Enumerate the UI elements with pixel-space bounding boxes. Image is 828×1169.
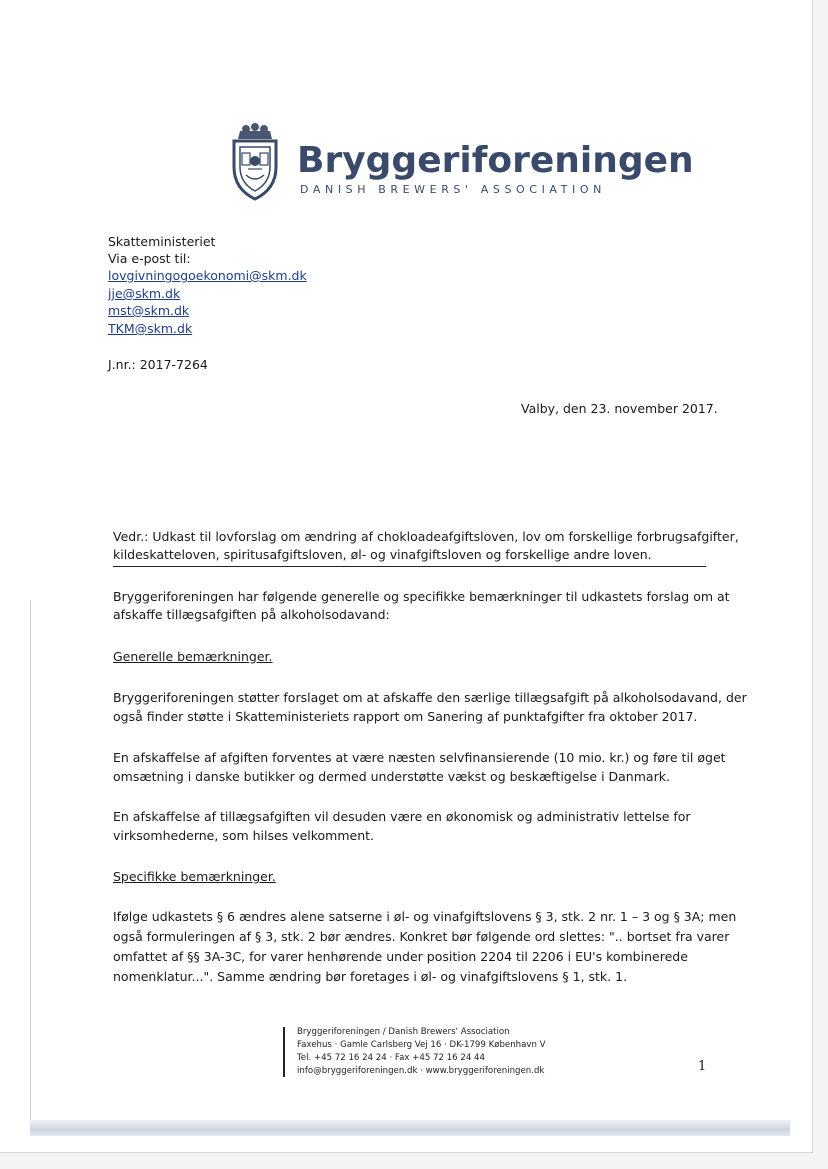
page-number: 1 [698, 1059, 707, 1074]
footer-line: Bryggeriforeningen / Danish Brewers' Association [297, 1027, 510, 1037]
intro-line: Bryggeriforeningen har følgende generelle og specifikke bemærkninger til udkastets forslag om at [113, 589, 730, 604]
paragraph-line: nomenklatur...". Samme ændring bør foretages i øl- og vinafgiftslovens § 1, stk. 1. [113, 969, 628, 984]
recipient-via: Via e-post til: [108, 251, 191, 266]
paragraph-line: også formuleringen af § 3, stk. 2 bør ændres. Konkret bør følgende ord slettes: ".. bortset fra varer [113, 929, 730, 944]
paragraph-line: Ifølge udkastets § 6 ændres alene satserne i øl- og vinafgiftslovens § 3, stk. 2 nr. 1 – 3 og § 3A; men [113, 909, 737, 924]
general-heading: Generelle bemærkninger. [113, 649, 273, 664]
paragraph-line: En afskaffelse af tillægsafgiften vil desuden være en økonomisk og administrativ lettelse for [113, 809, 691, 824]
date-line: Valby, den 23. november 2017. [521, 401, 718, 416]
paragraph-line: Bryggeriforeningen støtter forslaget om at afskaffe den særlige tillægsafgift på alkoholsodavand, der [113, 690, 747, 705]
subject-line: Vedr.: Udkast til lovforslag om ændring af chokloadeafgiftsloven, lov om forskellige forbrugsafgifter, [113, 529, 739, 544]
specific-heading: Specifikke bemærkninger. [113, 869, 276, 884]
paragraph-line: også finder støtte i Skatteministeriets rapport om Sanering af punktafgifter fra oktober 2017. [113, 709, 698, 724]
scan-edge [30, 1120, 790, 1136]
email-link[interactable]: jje@skm.dk [108, 286, 181, 301]
footer-divider [283, 1027, 285, 1077]
subject-rule [113, 566, 706, 567]
letterhead-subtitle: DANISH BREWERS' ASSOCIATION [300, 183, 606, 196]
subject-line: kildeskatteloven, spiritusafgiftsloven, øl- og vinafgiftsloven og forskellige andre loven. [113, 547, 652, 562]
email-link[interactable]: mst@skm.dk [108, 303, 190, 318]
paragraph-line: virksomhederne, som hilses velkomment. [113, 828, 375, 843]
letterhead-name: Bryggeriforeningen [297, 140, 694, 181]
paragraph-line: omfattet af §§ 3A-3C, for varer henhørende under position 2204 til 2206 i EU's kombinerede [113, 949, 688, 964]
email-link[interactable]: TKM@skm.dk [108, 321, 193, 336]
footer-line: Tel. +45 72 16 24 24 · Fax +45 72 16 24 44 [297, 1053, 485, 1063]
recipient-org: Skatteministeriet [108, 234, 216, 249]
journal-number: J.nr.: 2017-7264 [108, 357, 208, 372]
brewers-crest-icon [226, 123, 284, 201]
email-link[interactable]: lovgivningogoekonomi@skm.dk [108, 268, 307, 283]
intro-line: afskaffe tillægsafgiften på alkoholsodavand: [113, 607, 390, 622]
scan-edge [30, 600, 31, 1120]
footer-line: Faxehus · Gamle Carlsberg Vej 16 · DK-1799 København V [297, 1040, 546, 1050]
paragraph-line: omsætning i danske butikker og dermed understøtte vækst og beskæftigelse i Danmark. [113, 769, 670, 784]
paragraph-line: En afskaffelse af afgiften forventes at være næsten selvfinansierende (10 mio. kr.) og føre til øget [113, 750, 726, 765]
footer-line: info@bryggeriforeningen.dk · www.bryggeriforeningen.dk [297, 1066, 545, 1076]
